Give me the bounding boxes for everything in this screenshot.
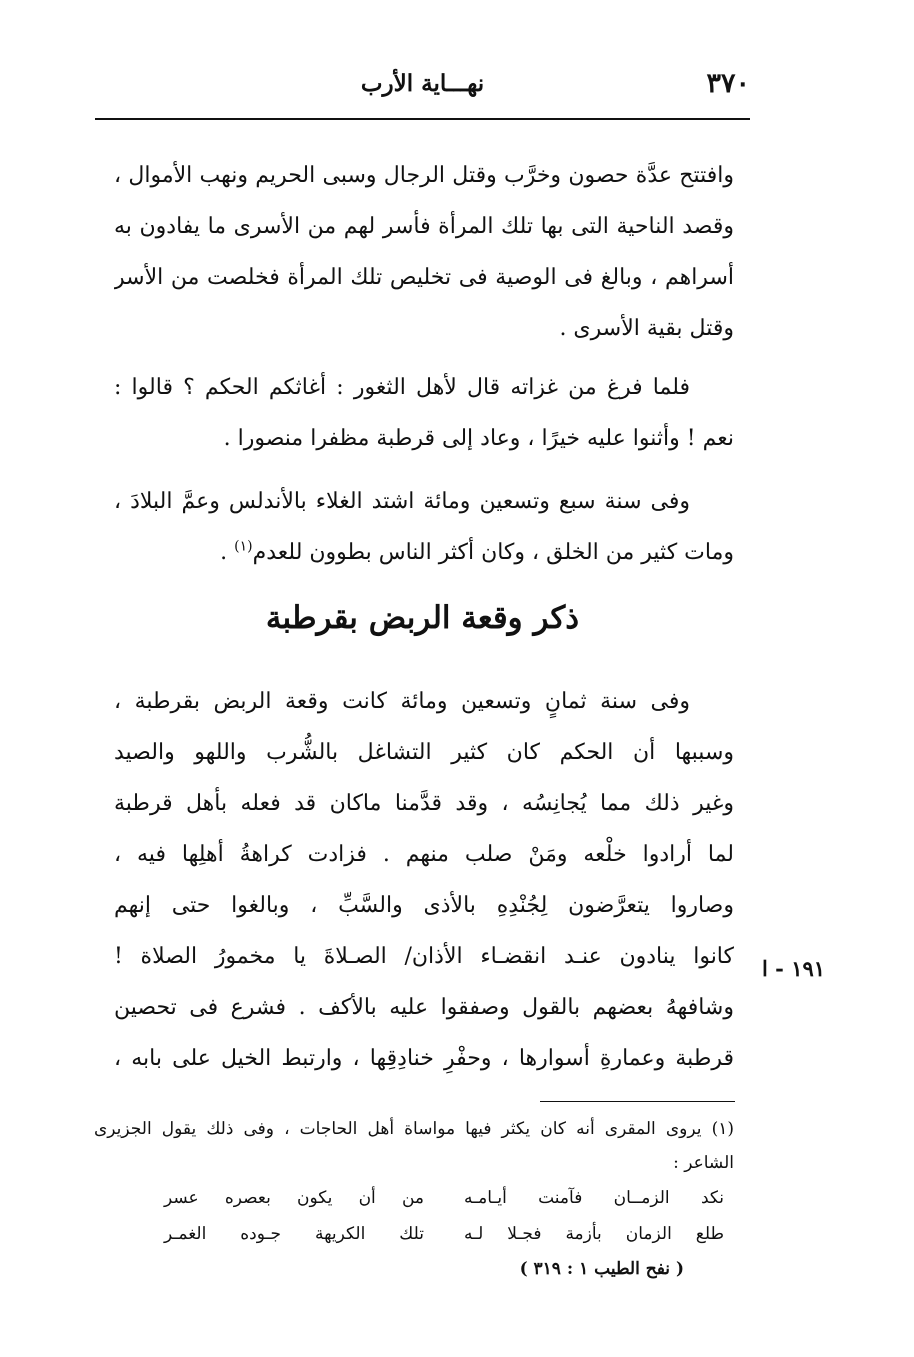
text-line: وصاروا يتعرَّضون لِجُنْدِهِ بالأذى والسَّبِّ ، وبالغوا حتى إنهم	[114, 893, 734, 918]
paragraph-2	[114, 362, 734, 464]
text-line: فلما فرغ من غزاته قال لأهل الثغور : أغاثكم الحكم ؟ قالوا :	[114, 375, 690, 400]
page-header	[95, 62, 750, 118]
verse-row	[94, 1180, 734, 1216]
text-line: وافتتح عدَّة حصون وخرَّب وقتل الرجال وسبى الحريم ونهب الأموال ،	[114, 163, 734, 188]
text-line: وفى سنة ثمانٍ وتسعين ومائة كانت وقعة الربض بقرطبة ،	[114, 689, 690, 714]
verse-hemistich: طلع الزمان بأزمة فجـلا لـه	[464, 1224, 724, 1244]
verse-hemistich: نكد الزمــان فآمنت أيـامـه	[464, 1188, 724, 1208]
text-line: وقتل بقية الأسرى .	[559, 316, 734, 341]
footnote-rule	[540, 1101, 735, 1102]
text-line: وقصد الناحية التى بها تلك المرأة فأسر لهم من الأسرى ما يفادون به	[114, 214, 734, 239]
text-line: وغير ذلك مما يُجانِسُه ، وقد قدَّمنا ماكان قد فعله بأهل قرطبة	[114, 791, 734, 816]
text-line	[114, 527, 734, 578]
paragraph-1	[114, 150, 734, 354]
running-title: نهـــاية الأرب	[360, 70, 485, 97]
paragraph-4	[114, 676, 734, 1084]
section-heading: ذكر وقعة الربض بقرطبة	[265, 600, 580, 636]
verse-hemistich: تلك الكريهة جـوده الغمـر	[164, 1224, 424, 1244]
text-line: وسببها أن الحكم كان كثير التشاغل بالشُّرب واللهو والصيد	[114, 740, 734, 765]
text-line: نعم ! وأثنوا عليه خيرًا ، وعاد إلى قرطبة مظفرا منصورا .	[223, 426, 734, 451]
page-number: ٣٧٠	[706, 68, 750, 99]
verse-hemistich: من أن يكون بعصره عسر	[164, 1188, 424, 1208]
footnote-line: الشاعر :	[673, 1153, 734, 1173]
text-line: كانوا ينادون عنـد انقضـاء الأذان/ الصـلاةَ يا مخمورُ الصلاة !	[114, 944, 734, 969]
footnote-source: ( نفح الطيب ١ : ٣١٩ )	[519, 1259, 684, 1279]
text-line: وشافههُ بعضهم بالقول وصفقوا عليه بالأكف . فشرع فى تحصين	[114, 995, 734, 1020]
verse-row	[94, 1216, 734, 1252]
text-line-content: ومات كثير من الخلق ، وكان أكثر الناس بطوون للعدم	[252, 540, 734, 565]
text-line: لما أرادوا خلْعه ومَنْ صلب منهم . فزادت كراهةُ أهلِها فيه ،	[114, 842, 734, 867]
margin-note: ١٩١ - ا	[762, 956, 826, 981]
text-line: وفى سنة سبع وتسعين ومائة اشتد الغلاء بالأندلس وعمَّ البلادَ ،	[114, 489, 690, 514]
text-line-end: .	[220, 540, 235, 565]
footnote-line: (١) يروى المقرى أنه كان يكثر فيها مواساة أهل الحاجات ، وفى ذلك يقول الجزيرى	[94, 1119, 734, 1139]
footnote	[94, 1112, 734, 1286]
text-line: قرطبة وعمارةِ أسوارها ، وحفْرِ خنادِقِها ، وارتبط الخيل على بابه ،	[114, 1046, 734, 1071]
footnote-reference: (١)	[234, 538, 253, 555]
paragraph-3	[114, 476, 734, 578]
header-rule	[95, 118, 750, 120]
text-line: أسراهم ، وبالغ فى الوصية فى تخليص تلك المرأة فخلصت من الأسر	[114, 265, 734, 290]
